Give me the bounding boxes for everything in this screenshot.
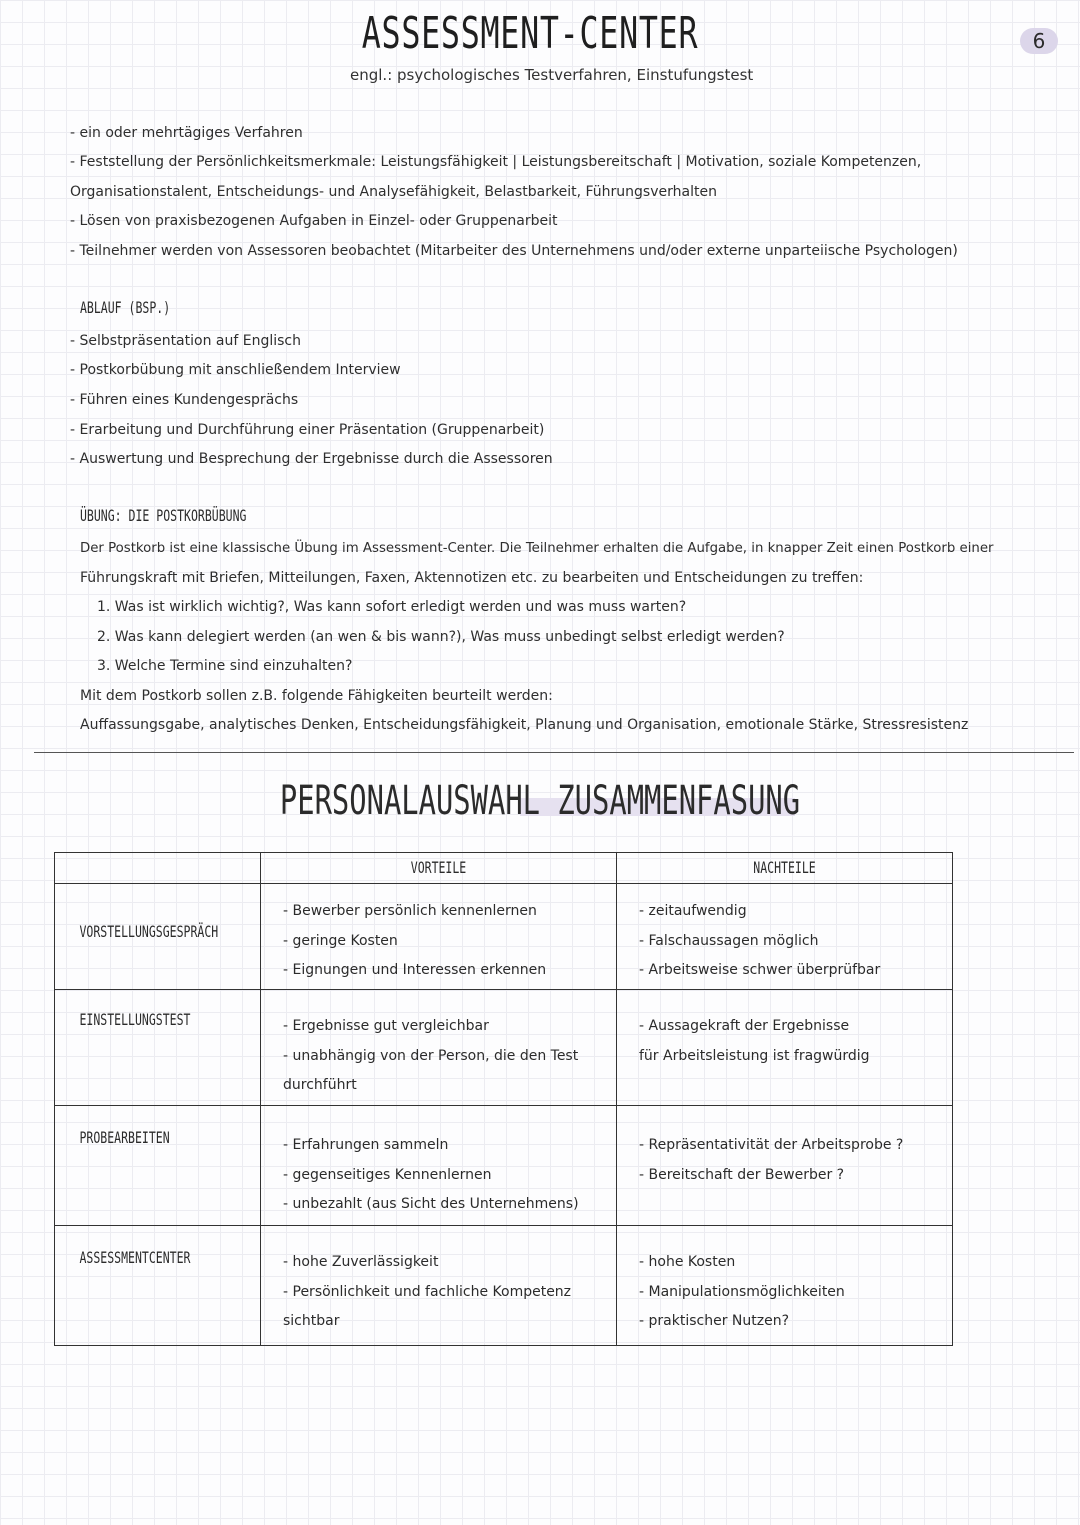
- ablauf-heading: ABLAUF (BSP.): [80, 298, 171, 317]
- list-item: durchführt: [283, 1077, 357, 1093]
- list-item: - Aussagekraft der Ergebnisse: [639, 1018, 850, 1034]
- comparison-table: [54, 852, 953, 1346]
- column-header-vorteile: VORTEILE: [261, 853, 617, 884]
- uebung-question: 3. Welche Termine sind einzuhalten?: [97, 658, 353, 674]
- intro-line: - Feststellung der Persönlichkeitsmerkmale: Leistungsfähigkeit | Leistungsbereitschaft | Motivation, soziale Kompetenzen,: [70, 154, 922, 170]
- intro-line: - Teilnehmer werden von Assessoren beobachtet (Mitarbeiter des Unternehmens und/oder externe unparteiische Psychologen): [70, 243, 958, 259]
- vorteile-cell: [261, 1106, 617, 1226]
- list-item: - Manipulationsmöglichkeiten: [639, 1283, 845, 1300]
- list-item: - praktischer Nutzen?: [639, 1313, 789, 1329]
- ablauf-item: - Auswertung und Besprechung der Ergebnisse durch die Assessoren: [70, 451, 553, 467]
- list-item: - Ergebnisse gut vergleichbar: [283, 1018, 489, 1034]
- summary-title: PERSONALAUSWAHL ZUSAMMENFASUNG: [279, 778, 801, 824]
- uebung-question: 2. Was kann delegiert werden (an wen & bis wann?), Was muss unbedingt selbst erledigt werden?: [97, 629, 785, 645]
- uebung-text: Der Postkorb ist eine klassische Übung im Assessment-Center. Die Teilnehmer erhalten die Aufgabe, in knapper Zeit einen Postkorb einer: [80, 541, 994, 556]
- page-number-badge: 6: [1020, 28, 1058, 54]
- list-item: für Arbeitsleistung ist fragwürdig: [639, 1047, 870, 1064]
- method-cell: PROBEARBEITEN: [55, 1106, 261, 1226]
- ablauf-item: - Führen eines Kundengesprächs: [70, 392, 299, 408]
- ablauf-item: - Selbstpräsentation auf Englisch: [70, 333, 301, 349]
- list-item: - Falschaussagen möglich: [639, 932, 819, 949]
- nachteile-cell: [617, 1226, 953, 1346]
- list-item: - hohe Zuverlässigkeit: [283, 1254, 439, 1270]
- table-row: [55, 884, 953, 990]
- ablauf-item: - Erarbeitung und Durchführung einer Präsentation (Gruppenarbeit): [70, 422, 545, 438]
- nachteile-cell: [617, 990, 953, 1106]
- uebung-closing: Mit dem Postkorb sollen z.B. folgende Fähigkeiten beurteilt werden:: [80, 688, 553, 704]
- method-cell: VORSTELLUNGSGESPRÄCH: [55, 884, 261, 990]
- list-item: - geringe Kosten: [283, 932, 398, 949]
- column-header-nachteile: NACHTEILE: [617, 853, 953, 884]
- list-item: - zeitaufwendig: [639, 903, 747, 919]
- section-divider: [34, 752, 1074, 753]
- list-item: - Arbeitsweise schwer überprüfbar: [639, 962, 881, 978]
- uebung-text: Führungskraft mit Briefen, Mitteilungen, Faxen, Aktennotizen etc. zu bearbeiten und Entscheidungen zu treffen:: [80, 570, 864, 586]
- ablauf-item: - Postkorbübung mit anschließendem Interview: [70, 362, 401, 378]
- list-item: - unbezahlt (aus Sicht des Unternehmens): [283, 1196, 579, 1212]
- nachteile-cell: [617, 1106, 953, 1226]
- intro-line: - Lösen von praxisbezogenen Aufgaben in Einzel- oder Gruppenarbeit: [70, 213, 558, 229]
- list-item: - Persönlichkeit und fachliche Kompetenz: [283, 1283, 572, 1300]
- uebung-question: 1. Was ist wirklich wichtig?, Was kann sofort erledigt werden und was muss warten?: [97, 599, 687, 615]
- list-item: - Erfahrungen sammeln: [283, 1137, 449, 1153]
- list-item: - Bewerber persönlich kennenlernen: [283, 903, 537, 919]
- vorteile-cell: [261, 990, 617, 1106]
- vorteile-cell: [261, 884, 617, 990]
- table-row: [55, 1226, 953, 1346]
- page-title: ASSESSMENT-CENTER: [361, 8, 699, 59]
- table-header-row: [55, 853, 953, 884]
- intro-line: Organisationstalent, Entscheidungs- und Analysefähigkeit, Belastbarkeit, Führungsverhalten: [70, 184, 717, 200]
- list-item: - unabhängig von der Person, die den Test: [283, 1047, 579, 1064]
- nachteile-cell: [617, 884, 953, 990]
- vorteile-cell: [261, 1226, 617, 1346]
- method-cell: EINSTELLUNGSTEST: [55, 990, 261, 1106]
- table-row: [55, 990, 953, 1106]
- uebung-closing: Auffassungsgabe, analytisches Denken, Entscheidungsfähigkeit, Planung und Organisation, emotionale Stärke, Stressresistenz: [80, 717, 969, 733]
- list-item: - gegenseitiges Kennenlernen: [283, 1166, 492, 1183]
- list-item: sichtbar: [283, 1313, 340, 1329]
- table-row: [55, 1106, 953, 1226]
- uebung-heading: ÜBUNG: DIE POSTKORBÜBUNG: [80, 506, 247, 525]
- method-cell: ASSESSMENTCENTER: [55, 1226, 261, 1346]
- list-item: - Repräsentativität der Arbeitsprobe ?: [639, 1137, 904, 1153]
- page-subtitle: engl.: psychologisches Testverfahren, Einstufungstest: [350, 66, 754, 84]
- table-corner-cell: [55, 853, 261, 884]
- list-item: - hohe Kosten: [639, 1254, 736, 1270]
- list-item: - Bereitschaft der Bewerber ?: [639, 1166, 845, 1183]
- intro-line: - ein oder mehrtägiges Verfahren: [70, 125, 303, 141]
- list-item: - Eignungen und Interessen erkennen: [283, 962, 547, 978]
